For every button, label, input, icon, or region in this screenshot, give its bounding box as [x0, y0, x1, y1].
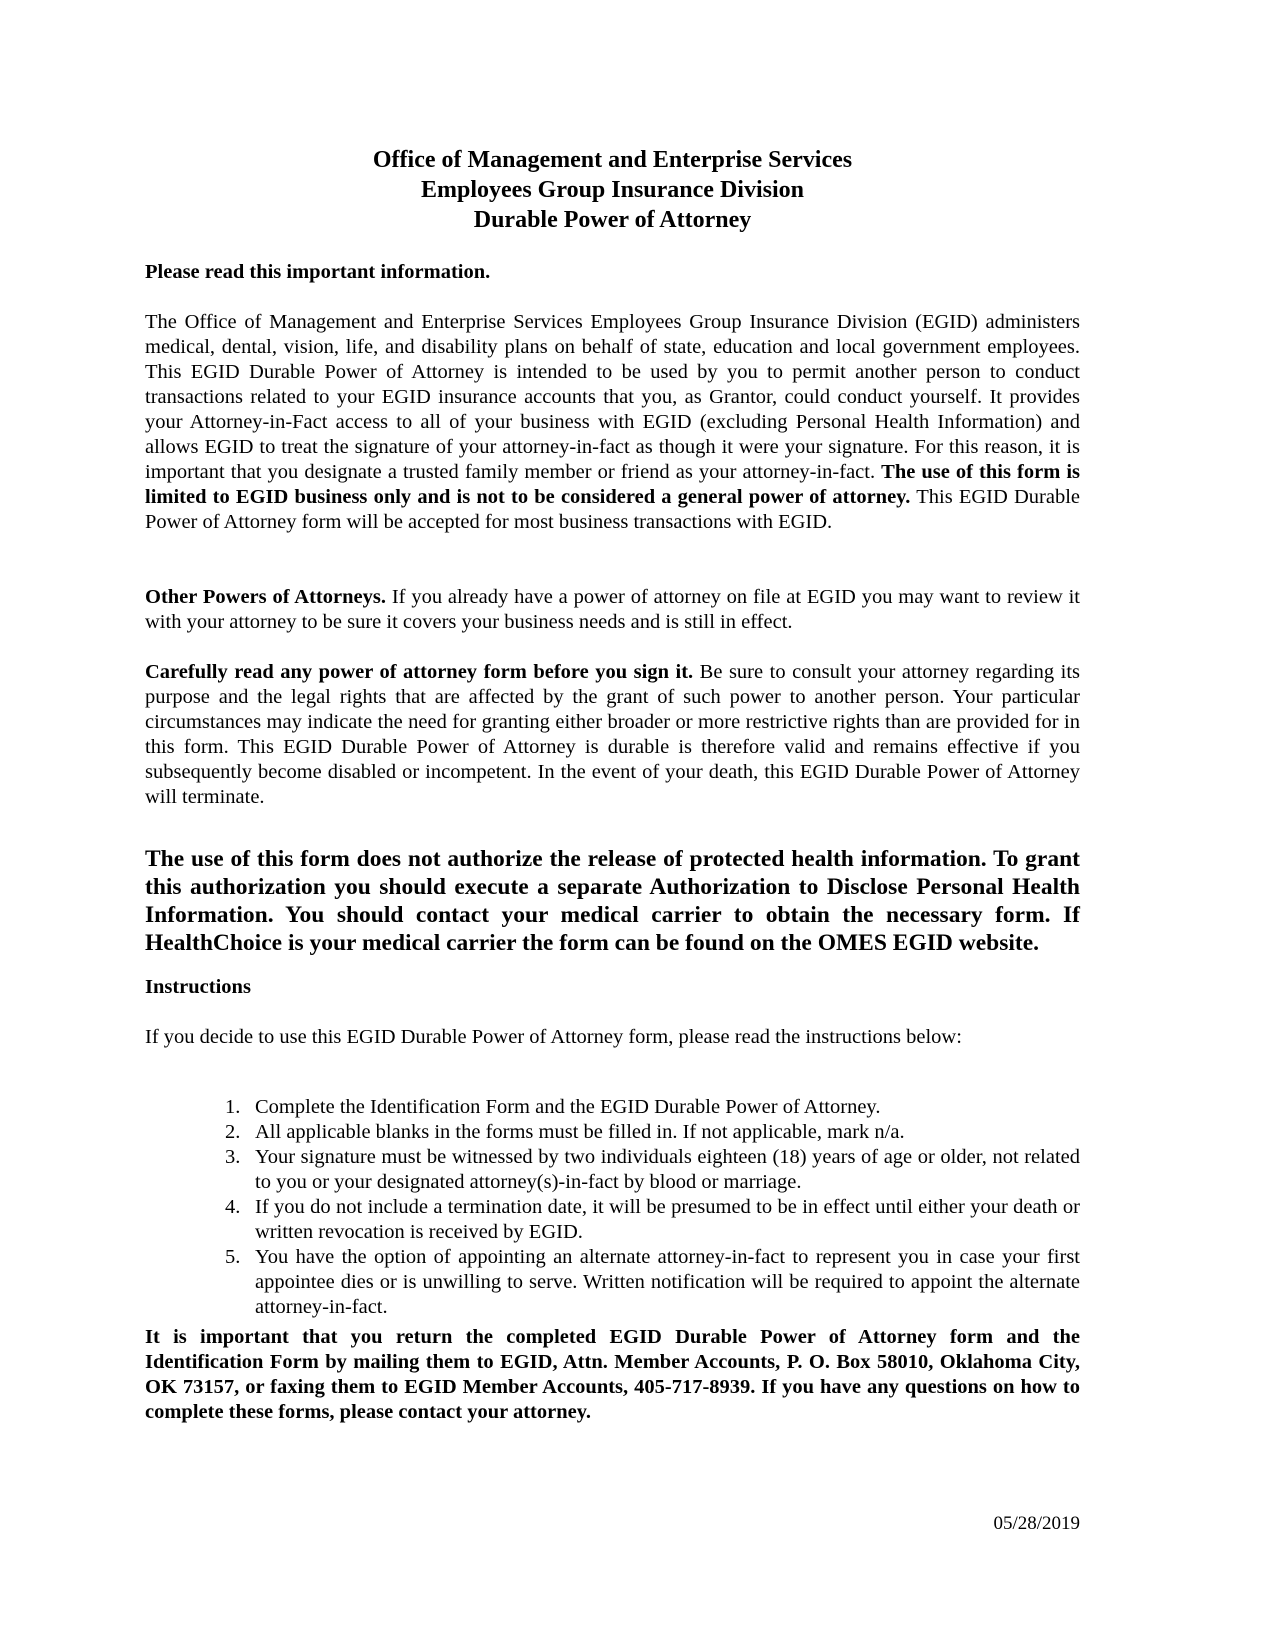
intro-bold-text: The use of this form is limited to EGID business only and is not to be considered a general power of attorney. — [145, 461, 1080, 508]
intro-paragraph — [145, 310, 1080, 535]
intro-tail-text: This EGID Durable Power of Attorney form will be accepted for most business transactions with EGID. — [145, 486, 1080, 533]
list-item — [145, 1245, 1080, 1320]
list-item-text: Your signature must be witnessed by two individuals eighteen (18) years of age or older, not related to you or your designated attorney(s)-in-fact by blood or marriage. — [255, 1146, 1080, 1193]
document-title — [145, 145, 1080, 235]
list-item-number: 3. — [225, 1146, 241, 1168]
list-item-text: Complete the Identification Form and the EGID Durable Power of Attorney. — [255, 1096, 881, 1118]
intro-heading: Please read this important information. — [145, 261, 491, 283]
phi-warning: The use of this form does not authorize the release of protected health information. To grant this authorization you should execute a separate Authorization to Disclose Personal Health Information. You should contact your medical carrier to obtain the necessary form. If HealthChoice is your medical carrier the form can be found on the OMES EGID website. — [145, 846, 1080, 956]
list-item-number: 4. — [225, 1196, 241, 1218]
instructions-heading: Instructions — [145, 976, 251, 998]
list-item-text: All applicable blanks in the forms must be filled in. If not applicable, mark n/a. — [255, 1121, 905, 1143]
other-poa-paragraph — [145, 585, 1080, 635]
list-item-number: 1. — [225, 1096, 241, 1118]
list-item — [145, 1095, 1080, 1120]
revision-date: 05/28/2019 — [993, 1513, 1080, 1534]
intro-text: The Office of Management and Enterprise Services Employees Group Insurance Division (EGID) administers medical, dental, vision, life, and disability plans on behalf of state, education and local government employees. This EGID Durable Power of Attorney is intended to be used by you to permit another person to conduct transactions related to your EGID insurance accounts that you, as Grantor, could conduct yourself. It provides your Attorney-in-Fact access to all of your business with EGID (excluding Personal Health Information) and allows EGID to treat the signature of your attorney-in-fact as though it were your signature. For this reason, it is important that you designate a trusted family member or friend as your attorney-in-fact. — [145, 311, 1080, 483]
instructions-intro: If you decide to use this EGID Durable Power of Attorney form, please read the instructions below: — [145, 1026, 962, 1048]
title-line-3: Durable Power of Attorney — [473, 207, 752, 233]
title-line-2: Employees Group Insurance Division — [421, 177, 804, 203]
closing-paragraph: It is important that you return the completed EGID Durable Power of Attorney form and the Identification Form by mailing them to EGID, Attn. Member Accounts, P. O. Box 58010, Oklahoma City, OK 73157, or faxing them to EGID Member Accounts, 405-717-8939. If you have any questions on how to complete these forms, please contact your attorney. — [145, 1326, 1080, 1423]
careful-paragraph — [145, 660, 1080, 810]
list-item — [145, 1145, 1080, 1195]
title-line-1: Office of Management and Enterprise Services — [372, 147, 853, 173]
other-poa-text: If you already have a power of attorney on file at EGID you may want to review it with your attorney to be sure it covers your business needs and is still in effect. — [145, 586, 1080, 633]
list-item-text: You have the option of appointing an alternate attorney-in-fact to represent you in case your first appointee dies or is unwilling to serve. Written notification will be required to appoint the alternate attorney-in-fact. — [255, 1246, 1080, 1318]
instructions-list — [145, 1095, 1080, 1320]
list-item-text: If you do not include a termination date, it will be presumed to be in effect until either your death or written revocation is received by EGID. — [255, 1196, 1080, 1243]
list-item — [145, 1120, 1080, 1145]
list-item — [145, 1195, 1080, 1245]
other-poa-heading: Other Powers of Attorneys. — [145, 586, 386, 608]
careful-heading: Carefully read any power of attorney form before you sign it. — [145, 661, 694, 683]
list-item-number: 2. — [225, 1121, 241, 1143]
careful-text: Be sure to consult your attorney regarding its purpose and the legal rights that are affected by the grant of such power to another person. Your particular circumstances may indicate the need for granting either broader or more restrictive rights than are provided for in this form. This EGID Durable Power of Attorney is durable is therefore valid and remains effective if you subsequently become disabled or incompetent. In the event of your death, this EGID Durable Power of Attorney will terminate. — [145, 661, 1081, 808]
list-item-number: 5. — [225, 1246, 241, 1268]
